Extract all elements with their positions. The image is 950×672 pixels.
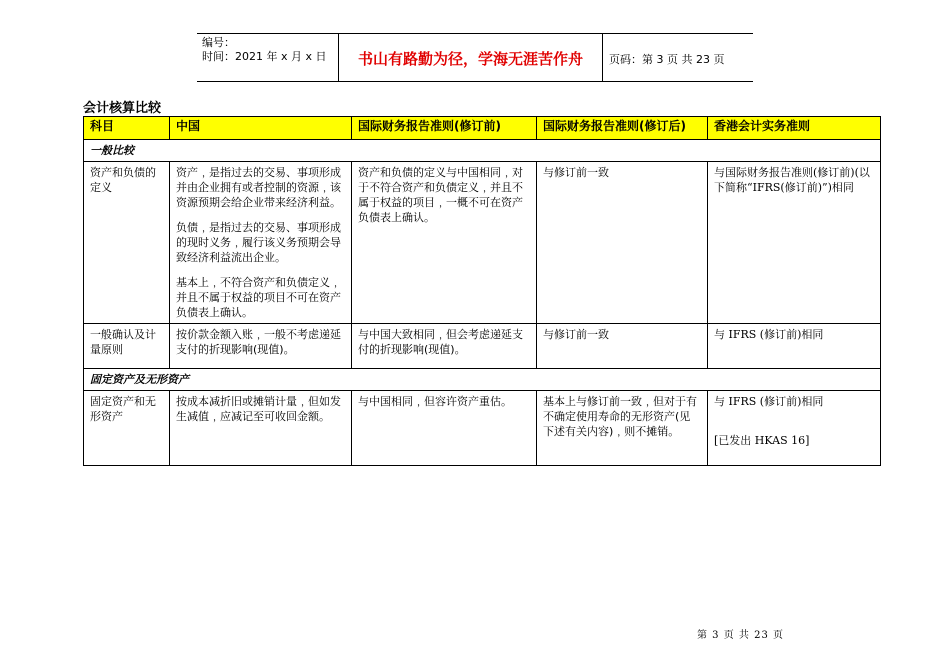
- section-title: 一般比较: [84, 140, 881, 162]
- cell-china: 按价款金额入账﹐一般不考虑递延支付的折现影响(现值)。: [170, 324, 352, 369]
- cell-china: 按成本减折旧或摊销计量﹐但如发生减值﹐应减记至可收回金额。: [170, 391, 352, 466]
- page-header: [197, 33, 753, 82]
- cell-paragraph: [已发出 HKAS 16]: [714, 434, 810, 447]
- header-ifrs-before: 国际财务报告准则(修订前): [352, 117, 537, 140]
- cell-ifrs-before: 与中国相同﹐但容许资产重估。: [352, 391, 537, 466]
- cell-ifrs-after: 与修订前一致: [537, 324, 708, 369]
- header-china: 中国: [170, 117, 352, 140]
- cell-paragraph: 负债﹐是指过去的交易、事项形成的现时义务﹐履行该义务预期会导致经济利益流出企业。: [176, 221, 341, 264]
- cell-paragraph: 与 IFRS (修订前)相同: [714, 395, 824, 408]
- header-hk: 香港会计实务准则: [708, 117, 881, 140]
- cell-subject: 资产和负债的定义: [84, 162, 170, 324]
- cell-subject: 一般确认及计量原则: [84, 324, 170, 369]
- cell-china: [170, 162, 352, 324]
- cell-hk: 与国际财务报告准则(修订前)(以下简称“IFRS(修订前)”)相同: [708, 162, 881, 324]
- section-row: [84, 369, 881, 391]
- cell-ifrs-before: 与中国大致相同﹐但会考虑递延支付的折现影响(现值)。: [352, 324, 537, 369]
- section-title: 固定资产及无形资产: [84, 369, 881, 391]
- cell-paragraph: 基本上﹐不符合资产和负债定义﹐并且不属于权益的项目不可在资产负债表上确认。: [176, 276, 341, 319]
- cell-ifrs-after: 与修订前一致: [537, 162, 708, 324]
- table-header-row: [84, 117, 881, 140]
- table-row: [84, 391, 881, 466]
- header-motto: 书山有路勤为径，学海无涯苦作舟: [357, 50, 583, 68]
- document-title: 会计核算比较: [83, 101, 162, 116]
- header-meta: [202, 36, 327, 64]
- cell-ifrs-after: 基本上与修订前一致﹐但对于有不确定使用寿命的无形资产(见下述有关内容)﹐则不摊销。: [537, 391, 708, 466]
- table-row: [84, 162, 881, 324]
- cell-ifrs-before: 资产和负债的定义与中国相同﹐对于不符合资产和负债定义﹐并且不属于权益的项目﹐一概不可在资产负债表上确认。: [352, 162, 537, 324]
- table-row: [84, 324, 881, 369]
- section-row: [84, 140, 881, 162]
- header-subject: 科目: [84, 117, 170, 140]
- number-label: 编号：: [202, 36, 235, 49]
- comparison-table: [83, 116, 881, 466]
- cell-hk: 与 IFRS (修订前)相同: [708, 324, 881, 369]
- page-footer: 第 3 页 共 23 页: [697, 630, 784, 641]
- cell-hk: [708, 391, 881, 466]
- header-page-info: 页码：第 3 页 共 23 页: [609, 53, 725, 66]
- time-label: 时间：2021 年 x 月 x 日: [202, 50, 327, 63]
- header-divider: [602, 34, 603, 81]
- header-ifrs-after: 国际财务报告准则(修订后): [537, 117, 708, 140]
- cell-subject: 固定资产和无形资产: [84, 391, 170, 466]
- cell-paragraph: 资产﹐是指过去的交易、事项形成并由企业拥有或者控制的资源﹐该资源预期会给企业带来经济利益。: [176, 166, 341, 209]
